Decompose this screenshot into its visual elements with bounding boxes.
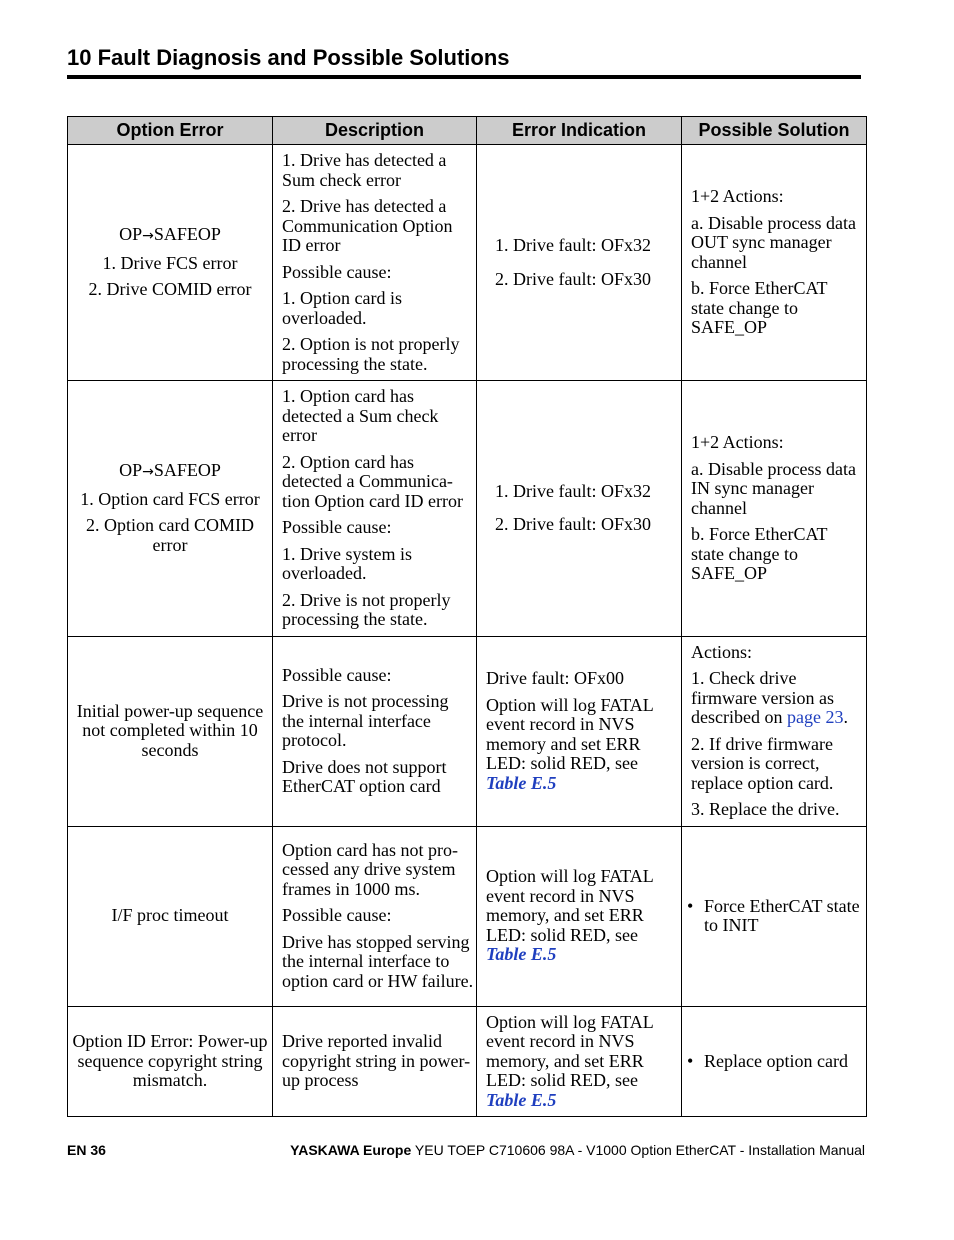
description-line: 2. Option is not properly processing the state. — [282, 334, 460, 374]
header-description: Description — [273, 117, 477, 145]
table-row — [68, 381, 867, 637]
description-line: Drive has stopped serving the internal interface to option card or HW failure. — [282, 931, 474, 991]
solution-line: 1+2 Actions: — [691, 432, 784, 452]
error-item: 1. Option card FCS error — [80, 488, 260, 509]
description-line: Possible cause: — [282, 905, 392, 926]
indication-cell — [477, 1006, 682, 1117]
option-error-cell — [68, 381, 273, 637]
solution-bullet — [687, 897, 864, 936]
error-item: Initial power-up sequence not completed within 10 seconds — [76, 700, 264, 760]
footer-document-info — [290, 1142, 865, 1158]
description-line: 1. Option card is overloaded. — [282, 288, 402, 328]
indication-line: 2. Drive fault: OFx30 — [495, 268, 651, 289]
description-cell — [273, 636, 477, 826]
bullet-icon: • — [687, 1050, 694, 1071]
solution-cell — [682, 381, 867, 637]
description-line: Drive reported invalid copyright string in power-up process — [282, 1031, 471, 1090]
indication-cell — [477, 145, 682, 381]
footer-doc-title: YEU TOEP C710606 98A - V1000 Option EtherCAT - Installation Manual — [414, 1142, 865, 1158]
table-row — [68, 826, 867, 1006]
description-line: Possible cause: — [282, 517, 392, 537]
state-transition — [70, 225, 270, 247]
error-item: 1. Drive FCS error — [102, 252, 238, 273]
description-line: Possible cause: — [282, 664, 392, 685]
indication-line: 2. Drive fault: OFx30 — [495, 514, 651, 535]
description-line: 2. Drive has detected a Communication Option ID error — [282, 196, 453, 255]
solution-text: Replace option card — [704, 1050, 848, 1071]
footer-page-number: EN 36 — [67, 1142, 106, 1158]
table-ref-link[interactable]: Table E.5 — [486, 944, 557, 965]
page-ref-link[interactable]: page 23 — [786, 707, 844, 727]
solution-line: 2. If drive firmware version is correct, replace option card. — [691, 733, 834, 793]
bullet-icon: • — [687, 895, 694, 916]
option-error-cell — [68, 145, 273, 381]
description-line: 2. Drive is not properly processing the state. — [282, 589, 451, 629]
solution-line: 1+2 Actions: — [691, 186, 784, 207]
indication-line: Drive fault: OFx00 — [486, 668, 624, 688]
solution-line: a. Disable process data IN sync manager channel — [691, 458, 856, 518]
error-item: 2. Drive COMID error — [88, 279, 252, 300]
description-line: 1. Drive system is overloaded. — [282, 543, 412, 583]
error-item: Option ID Error: Power-up sequence copyright string mismatch. — [72, 1031, 268, 1090]
table-ref-link[interactable]: Table E.5 — [486, 1089, 557, 1110]
solution-cell — [682, 1006, 867, 1117]
punctuation: . — [843, 707, 848, 727]
solution-cell — [682, 636, 867, 826]
arrow-right-icon: → — [142, 464, 154, 481]
header-error-indication: Error Indication — [477, 117, 682, 145]
option-error-cell — [68, 636, 273, 826]
indication-line — [486, 867, 679, 965]
solution-bullet — [687, 1052, 864, 1072]
solution-line: b. Force EtherCAT state change to SAFE_OP — [691, 278, 828, 338]
page-heading: 10 Fault Diagnosis and Possible Solutions — [67, 44, 861, 79]
solution-line: a. Disable process data OUT sync manager channel — [691, 212, 856, 272]
solution-text: 1. Check drive firmware version as described on — [691, 668, 834, 727]
indication-text: Option will log FATAL event record in NVS memory, and set ERR LED: solid RED, see — [486, 866, 654, 945]
indication-text: Option will log FATAL event record in NVS memory and set ERR LED: solid RED, see — [486, 694, 654, 773]
indication-line: 1. Drive fault: OFx32 — [495, 235, 651, 255]
solution-line: Actions: — [691, 641, 752, 662]
header-possible-solution: Possible Solution — [682, 117, 867, 145]
solution-cell — [682, 826, 867, 1006]
indication-text: Option will log FATAL event record in NVS memory, and set ERR LED: solid RED, see — [486, 1011, 654, 1090]
state-from: OP — [119, 224, 143, 245]
indication-cell — [477, 381, 682, 637]
option-error-cell — [68, 1006, 273, 1117]
description-line: 1. Drive has detected a Sum check error — [282, 150, 447, 190]
indication-cell — [477, 826, 682, 1006]
error-item: I/F proc timeout — [111, 905, 229, 926]
table-ref-link[interactable]: Table E.5 — [486, 772, 557, 793]
description-line: Possible cause: — [282, 261, 392, 282]
table-row — [68, 145, 867, 381]
description-cell — [273, 826, 477, 1006]
description-cell — [273, 145, 477, 381]
description-cell — [273, 381, 477, 637]
indication-cell — [477, 636, 682, 826]
indication-line: 1. Drive fault: OFx32 — [495, 480, 651, 501]
error-item: 2. Option card COMID error — [86, 515, 254, 555]
table-header-row — [68, 117, 867, 145]
table-row — [68, 1006, 867, 1117]
solution-text: Force EtherCAT state to INIT — [704, 895, 860, 935]
indication-line — [486, 1013, 679, 1111]
table-row — [68, 636, 867, 826]
description-line: Option card has not pro-cessed any drive system frames in 1000 ms. — [282, 839, 458, 899]
state-from: OP — [119, 460, 143, 481]
description-line: 2. Option card has detected a Communica-tion Option card ID error — [282, 451, 463, 511]
description-line: Drive is not processing the internal interface protocol. — [282, 691, 449, 750]
header-option-error: Option Error — [68, 117, 273, 145]
solution-line — [691, 669, 864, 728]
indication-line — [486, 696, 679, 794]
arrow-right-icon: → — [142, 228, 154, 245]
solution-line: 3. Replace the drive. — [691, 799, 840, 819]
state-to: SAFEOP — [153, 460, 221, 481]
footer-company: YASKAWA Europe — [290, 1142, 412, 1158]
description-line: 1. Option card has detected a Sum check error — [282, 386, 439, 445]
option-error-cell — [68, 826, 273, 1006]
state-to: SAFEOP — [153, 224, 221, 245]
solution-cell — [682, 145, 867, 381]
fault-table — [67, 116, 867, 1117]
state-transition — [70, 461, 270, 483]
description-cell — [273, 1006, 477, 1117]
description-line: Drive does not support EtherCAT option card — [282, 756, 447, 796]
solution-line: b. Force EtherCAT state change to SAFE_OP — [691, 524, 828, 583]
